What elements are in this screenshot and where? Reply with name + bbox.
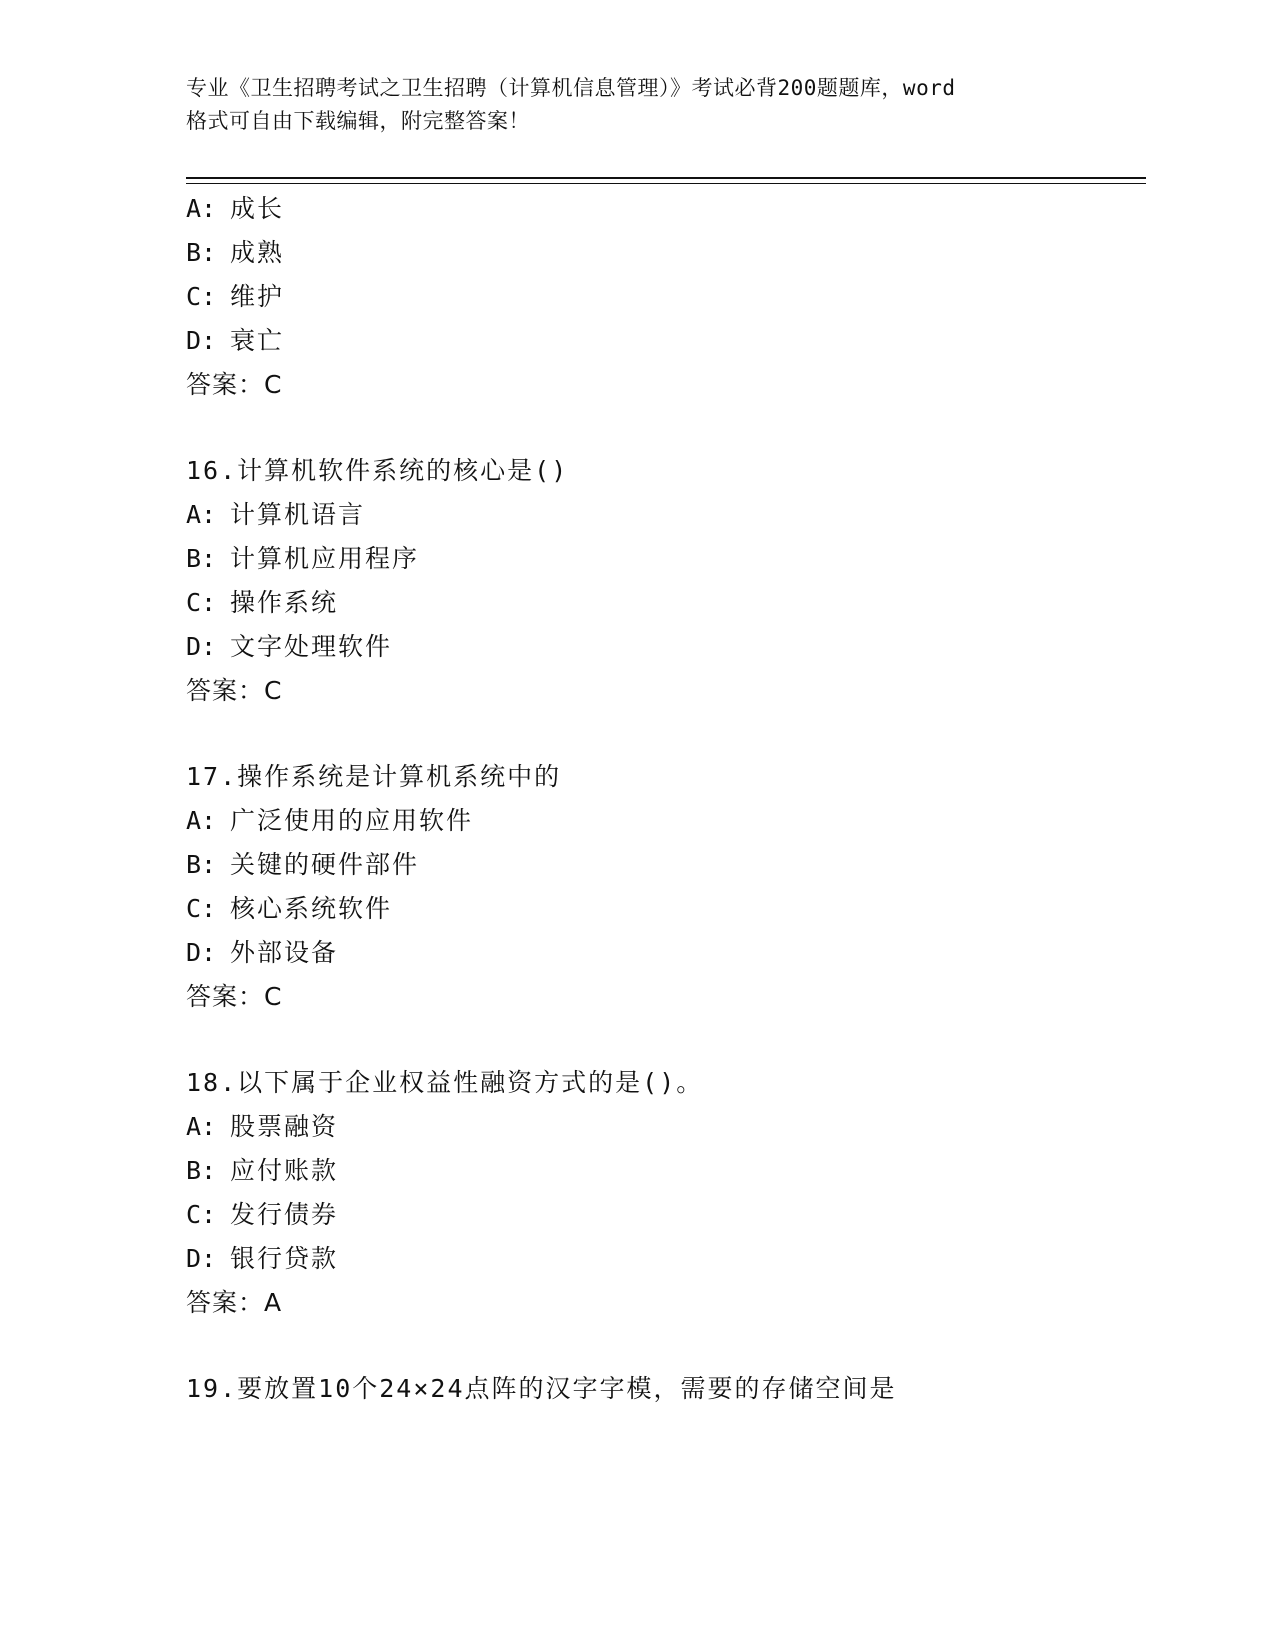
option-b: B: 成熟 <box>186 238 285 267</box>
option-c: C: 维护 <box>186 282 285 311</box>
header-line-2: 格式可自由下载编辑，附完整答案！ <box>186 109 530 133</box>
option-b: B: 关键的硬件部件 <box>186 850 420 879</box>
answer-line: 答案：C <box>186 676 283 705</box>
option-b: B: 计算机应用程序 <box>186 544 420 573</box>
answer-line: 答案：C <box>186 982 283 1011</box>
option-a: A: 广泛使用的应用软件 <box>186 806 474 835</box>
option-c: C: 核心系统软件 <box>186 894 393 923</box>
question-17: 17.操作系统是计算机系统中的 <box>186 762 562 791</box>
answer-line: 答案：C <box>186 370 283 399</box>
question-18: 18.以下属于企业权益性融资方式的是()。 <box>186 1068 704 1097</box>
option-d: D: 衰亡 <box>186 326 285 355</box>
option-d: D: 银行贷款 <box>186 1244 339 1273</box>
header-divider-thin <box>186 183 1146 184</box>
answer-line: 答案：A <box>186 1288 283 1317</box>
option-b: B: 应付账款 <box>186 1156 339 1185</box>
option-d: D: 外部设备 <box>186 938 339 967</box>
option-a: A: 成长 <box>186 194 285 223</box>
option-a: A: 股票融资 <box>186 1112 339 1141</box>
option-c: C: 操作系统 <box>186 588 339 617</box>
document-header <box>186 72 1086 138</box>
option-d: D: 文字处理软件 <box>186 632 393 661</box>
option-c: C: 发行债券 <box>186 1200 339 1229</box>
option-a: A: 计算机语言 <box>186 500 366 529</box>
header-line-1: 专业《卫生招聘考试之卫生招聘（计算机信息管理）》考试必背200题题库，word <box>186 76 956 100</box>
question-16: 16.计算机软件系统的核心是() <box>186 456 569 485</box>
question-19: 19.要放置10个24×24点阵的汉字字模，需要的存储空间是 <box>186 1374 897 1403</box>
header-divider <box>186 177 1146 179</box>
